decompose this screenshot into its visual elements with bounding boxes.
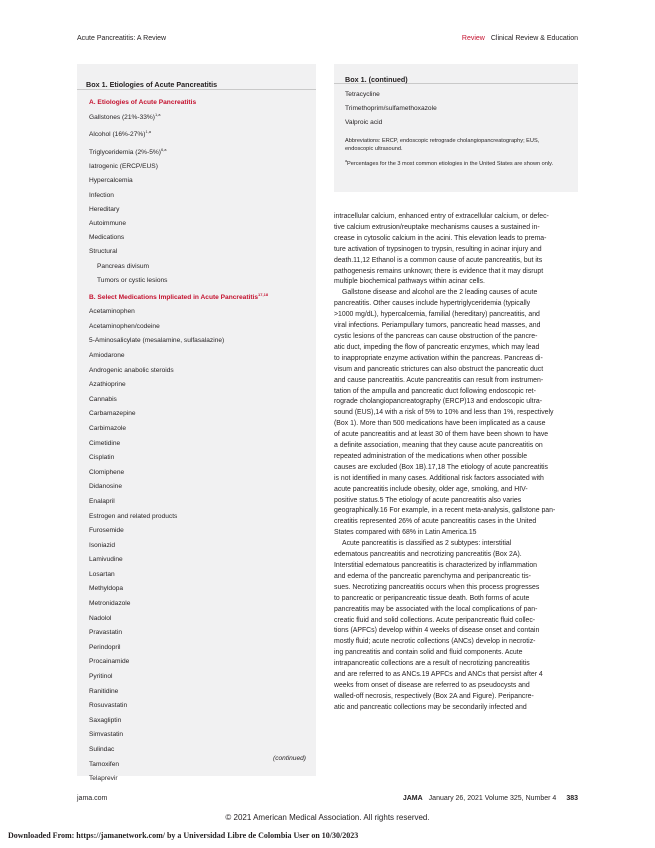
medication-item: Procainamide xyxy=(89,658,130,666)
box-title: Box 1. Etiologies of Acute Pancreatitis xyxy=(77,64,316,90)
body-line: crease in cytosolic calcium in the acini. This elevation leads to prema- xyxy=(334,234,547,242)
body-line: creatitis represented 26% of acute pancreatitis cases in the United xyxy=(334,518,537,526)
running-header-section xyxy=(462,35,578,42)
medication-item: Sulindac xyxy=(89,746,115,753)
footer-journal: JAMA xyxy=(402,795,423,802)
continued-medication-list xyxy=(334,88,578,131)
medication-item: Carbamazepine xyxy=(89,410,136,418)
etiology-item: Infection xyxy=(89,191,114,199)
medication-item: Androgenic anabolic steroids xyxy=(89,366,174,374)
body-line: creatic fluid and solid collections. Acute peripancreatic fluid collec- xyxy=(334,616,536,624)
etiology-item: Hypercalcemia xyxy=(89,177,133,185)
etiology-list xyxy=(77,108,316,288)
body-line: death.11,12 Ethanol is a common cause of acute pancreatitis, but its xyxy=(334,256,543,264)
body-line: tive calcium extrusion/reuptake mechanisms causes a sustained in- xyxy=(334,223,540,231)
etiology-item: Gallstones $(21\%-33\%)^{1,a}$ xyxy=(89,112,161,122)
body-line: mostly fluid; acute necrotic collections (ANCs) develop in necrotiz- xyxy=(334,638,536,646)
body-line: to pancreatic or peripancreatic tissue death. Both forms of acute xyxy=(334,594,530,602)
medication-item: Perindopril xyxy=(89,643,121,651)
section-b-ref: 17,18 xyxy=(258,292,269,297)
medication-item: Pyritinol xyxy=(89,673,113,681)
medication-item: Simvastatin xyxy=(89,731,124,739)
footer-issue: January 26, 2021 Volume 325, Number 4 xyxy=(428,795,557,802)
body-line: Acute pancreatitis is classified as 2 subtypes: interstitial xyxy=(342,540,512,548)
copyright-notice: © 2021 American Medical Association. All rights reserved. xyxy=(225,813,430,822)
box-1-continued xyxy=(334,64,578,192)
body-line: visum and pancreatic strictures can also obstruct the pancreatic duct xyxy=(334,365,544,373)
body-line: and cause pancreatitis. Acute pancreatitis can result from instrumen- xyxy=(334,376,544,384)
medication-item: Telaprevir xyxy=(89,775,118,783)
etiology-item: Alcohol $(16\%-27\%)^{1,a}$ xyxy=(89,129,152,139)
section-a-heading: A. Etiologies of Acute Pancreatitis xyxy=(89,99,197,106)
article-body-text xyxy=(334,212,578,714)
body-line: weeks from onset of disease are referred to as pseudocysts and xyxy=(334,681,530,689)
body-line: of acute pancreatitis and at least 30 of them have been shown to have xyxy=(334,431,549,439)
continued-label: (continued) xyxy=(273,755,306,762)
body-line: intrapancreatic collections are a result of necrotizing pancreatitis xyxy=(334,660,530,668)
medication-item: Ranitidine xyxy=(89,687,119,695)
footnote-text: Percentages for the 3 most common etiologies in the United States are shown only. xyxy=(347,160,554,167)
body-line: pancreatitis may be associated with the local complications of pan- xyxy=(334,605,538,613)
medication-item: Acetaminophen/codeine xyxy=(89,322,160,330)
medication-item: Nadolol xyxy=(89,614,112,622)
body-line: sues. Necrotizing pancreatitis occurs when this process progresses xyxy=(334,583,540,591)
box-continued-title: Box 1. (continued) xyxy=(334,64,578,84)
body-line: edematous pancreatitis and necrotizing pancreatitis (Box 2A). xyxy=(334,551,522,559)
body-line: atic and pancreatic collections may be secondarily infected and xyxy=(334,703,527,711)
body-line: tation of the ampulla and pancreatic duct following endoscopic ret- xyxy=(334,387,536,395)
body-line: pancreatitis. Other causes include hypertriglyceridemia (typically xyxy=(334,300,531,308)
etiology-item: Autoimmune xyxy=(89,219,127,227)
medication-item: Furosemide xyxy=(89,527,124,535)
medication-item: Clomiphene xyxy=(89,468,125,476)
medication-list xyxy=(77,305,316,787)
body-line: tions (APFCs) develop within 4 weeks of disease onset and contain xyxy=(334,627,540,635)
section-b-text: B. Select Medications Implicated in Acute Pancreatitis xyxy=(89,294,259,302)
body-line: multiple biochemical pathways within acinar cells. xyxy=(334,278,485,286)
body-line: causes are excluded (Box 1B).17,18 The etiology of acute pancreatitis xyxy=(334,463,548,471)
body-line: acute pancreatitis include obesity, older age, smoking, and HIV- xyxy=(334,485,528,493)
medication-item: Cimetidine xyxy=(89,439,121,447)
medication-item: Saxagliptin xyxy=(89,716,122,724)
body-line: Interstitial edematous pancreatitis is characterized by inflammation xyxy=(334,562,537,569)
body-line: a definite association, meaning that they cause acute pancreatitis on xyxy=(334,442,543,450)
body-line: repeated administration of the medications when other possible xyxy=(334,452,528,460)
medication-item: Tetracycline xyxy=(345,91,380,98)
medication-item: Carbimazole xyxy=(89,424,127,432)
body-line: is not identified in many cases. Additional risk factors associated with xyxy=(334,474,544,482)
etiology-item: Medications xyxy=(89,234,125,242)
medication-item: Didanosine xyxy=(89,483,122,491)
medication-item: Isoniazid xyxy=(89,541,116,549)
section-name: Clinical Review & Education xyxy=(490,35,578,42)
medication-item: Enalapril xyxy=(89,497,115,505)
running-header-title: Acute Pancreatitis: A Review xyxy=(77,35,167,42)
abbreviations-note: Abbreviations: ERCP, endoscopic retrograde cholangiopancreatography; EUS, endoscopic ultrasound. xyxy=(345,137,540,152)
body-line: pathogenesis remains unknown; there is evidence that it may disrupt xyxy=(334,267,544,275)
medication-item: Tamoxifen xyxy=(89,760,120,768)
medication-item: Losartan xyxy=(89,570,115,578)
body-line: to inappropriate enzyme activation within the pancreas. Pancreas di- xyxy=(334,354,543,362)
medication-item: 5-Aminosalicylate (mesalamine, sulfasalazine) xyxy=(89,337,225,345)
medication-item: Trimethoprim/sulfamethoxazole xyxy=(345,105,437,113)
medication-item: Cannabis xyxy=(89,395,117,403)
body-line: geographically.16 For example, in a recent meta-analysis, gallstone pan- xyxy=(334,507,556,515)
body-line: ing pancreatitis and contain solid and fluid components. Acute xyxy=(334,649,523,657)
medication-item: Pravastatin xyxy=(89,629,122,637)
body-line: (Box 1). More than 500 medications have been implicated as a cause xyxy=(334,420,546,428)
medication-item: Rosuvastatin xyxy=(89,702,128,710)
body-line: and edema of the pancreatic parenchyma and peripancreatic tis- xyxy=(334,572,531,580)
body-line: sound (EUS),14 with a risk of 5% to 10% and less than 1%, respectively xyxy=(334,409,554,417)
medication-item: Estrogen and related products xyxy=(89,512,178,520)
body-line: viral infections. Periampullary tumors, pancreatic head masses, and xyxy=(334,322,541,330)
body-line: atic duct, impeding the flow of pancreatic enzymes, which may lead xyxy=(334,343,540,351)
etiology-item: Structural xyxy=(89,248,118,256)
footer-citation xyxy=(403,795,578,802)
body-line: intracellular calcium, enhanced entry of extracellular calcium, or defec- xyxy=(334,213,549,220)
body-line: ture activation of trypsinogen to trypsin, resulting in acinar injury and xyxy=(334,245,542,253)
footer-site: jama.com xyxy=(77,795,108,802)
medication-item: Cisplatin xyxy=(89,454,115,462)
etiology-item: Iatrogenic (ERCP/EUS) xyxy=(89,163,158,171)
medication-item: Azathioprine xyxy=(89,381,126,389)
structural-subitem: Tumors or cystic lesions xyxy=(97,276,168,284)
etiology-item: Hereditary xyxy=(89,205,120,213)
etiology-item: Triglyceridemia $(2\%-5\%)^{6,a}$ xyxy=(89,146,167,156)
medication-item: Methyldopa xyxy=(89,585,124,593)
body-line: cystic lesions of the pancreas can cause obstruction of the pancre- xyxy=(334,332,538,340)
footnote-marker: a xyxy=(345,158,347,163)
structural-subitem: Pancreas divisum xyxy=(97,262,150,270)
medication-item: Metronidazole xyxy=(89,600,131,608)
medication-item: Amiodarone xyxy=(89,351,125,359)
body-line: States compared with 68% in Latin America.15 xyxy=(334,529,477,537)
body-line: walled-off necrosis, respectively (Box 2A and Figure). Peripancre- xyxy=(334,692,534,700)
body-line: Gallstone disease and alcohol are the 2 leading causes of acute xyxy=(342,289,538,297)
body-line: and are referred to as ANCs.19 APFCs and ANCs that persist after 4 xyxy=(334,671,543,679)
body-line: >1000 mg/dL), hypercalcemia, familial (hereditary) pancreatitis, and xyxy=(334,311,540,319)
body-line: rograde cholangiopancreatography (ERCP)13 and endoscopic ultra- xyxy=(334,398,542,406)
medication-item: Lamivudine xyxy=(89,556,123,564)
footnote xyxy=(334,153,578,168)
body-line: positive status.5 The etiology of acute pancreatitis also varies xyxy=(334,496,522,504)
download-notice: Downloaded From: https://jamanetwork.com/ by a Universidad Libre de Colombia User on 10/30/2023 xyxy=(8,831,359,840)
medication-item: Valproic acid xyxy=(345,119,383,127)
section-b-heading xyxy=(77,288,316,305)
medication-item: Acetaminophen xyxy=(89,308,135,316)
section-label: Review xyxy=(461,35,485,42)
page-number: 383 xyxy=(566,795,578,802)
box-1-etiologies xyxy=(77,64,316,783)
